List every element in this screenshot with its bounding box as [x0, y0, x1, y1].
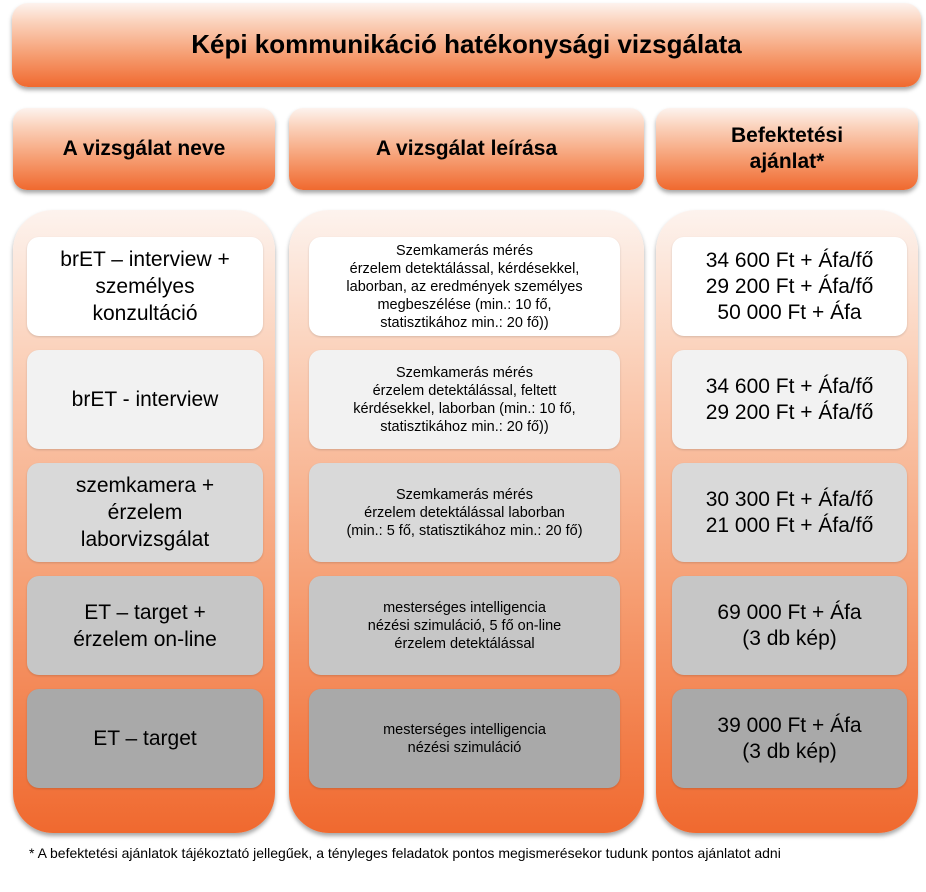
title-banner	[12, 3, 921, 87]
row-2-description: Szemkamerás mérés érzelem detektálással, feltett kérdésekkel, laborban (min.: 10 fő, statisztikához min.: 20 fő))	[309, 350, 620, 449]
row-3-name: szemkamera + érzelem laborvizsgálat	[27, 463, 263, 562]
row-3-price: 30 300 Ft + Áfa/fő 21 000 Ft + Áfa/fő	[672, 463, 907, 562]
row-4-description: mesterséges intelligencia nézési szimuláció, 5 fő on-line érzelem detektálással	[309, 576, 620, 675]
header-description	[289, 108, 644, 190]
row-1-price: 34 600 Ft + Áfa/fő 29 200 Ft + Áfa/fő 50 000 Ft + Áfa	[672, 237, 907, 336]
page-title: Képi kommunikáció hatékonysági vizsgálata	[191, 29, 742, 59]
row-1-name: brET – interview + személyes konzultáció	[27, 237, 263, 336]
header-name	[13, 108, 275, 190]
row-4-price: 69 000 Ft + Áfa (3 db kép)	[672, 576, 907, 675]
row-5-name: ET – target	[27, 689, 263, 788]
row-4-name: ET – target + érzelem on-line	[27, 576, 263, 675]
header-price	[656, 108, 918, 190]
row-2-name: brET - interview	[27, 350, 263, 449]
row-5-price: 39 000 Ft + Áfa (3 db kép)	[672, 689, 907, 788]
header-name-label: A vizsgálat neve	[62, 137, 226, 160]
header-description-label: A vizsgálat leírása	[375, 137, 558, 160]
header-price-label: Befektetési ajánlat*	[730, 124, 844, 173]
footnote: * A befektetési ajánlatok tájékoztató jellegűek, a tényleges feladatok pontos megismerésekor tudunk pontos ajánlatot adni	[29, 845, 781, 861]
row-3-description: Szemkamerás mérés érzelem detektálással laborban (min.: 5 fő, statisztikához min.: 20 fő)	[309, 463, 620, 562]
row-2-price: 34 600 Ft + Áfa/fő 29 200 Ft + Áfa/fő	[672, 350, 907, 449]
row-1-description: Szemkamerás mérés érzelem detektálással, kérdésekkel, laborban, az eredmények személyes megbeszélése (min.: 10 fő, statisztikához min.: 20 fő))	[309, 237, 620, 336]
row-5-description: mesterséges intelligencia nézési szimuláció	[309, 689, 620, 788]
